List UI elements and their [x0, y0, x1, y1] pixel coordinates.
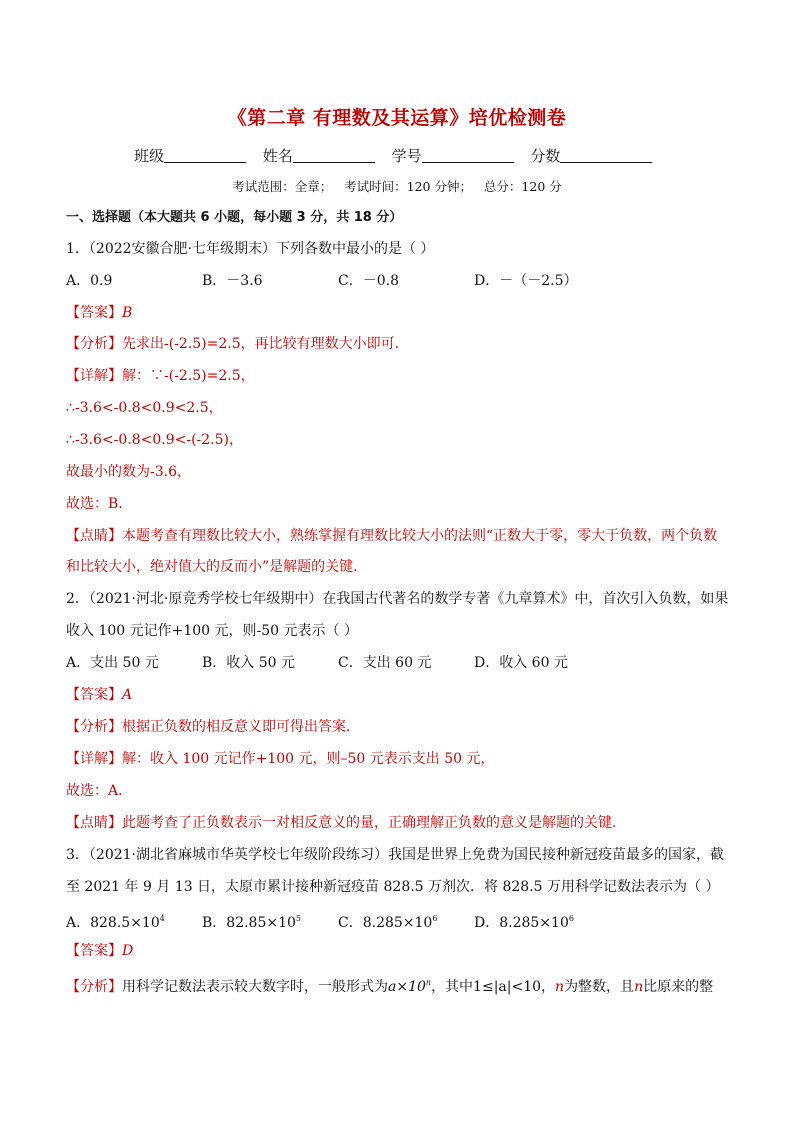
q3-answer [66, 942, 133, 960]
section-heading: 一、选择题（本大题共 6 小题，每小题 3 分，共 18 分） [66, 210, 403, 225]
q1-detail-text: 解：∵-(-2.5)=2.5， [122, 368, 255, 384]
q2-option-d: D．收入 60 元 [474, 655, 568, 671]
q1-detail-3: ∴-3.6<-0.8<0.9<-(-2.5)， [66, 432, 244, 448]
q1-option-b: B．－3.6 [202, 273, 263, 289]
analysis-tag: 【分析】 [66, 336, 122, 352]
detail-tag: 【详解】 [66, 368, 122, 384]
class-blank[interactable] [164, 148, 246, 163]
q3-option-a-exp: 4 [159, 914, 165, 923]
exam-info: 考试范围：全章； 考试时间：120 分钟； 总分：120 分 [232, 179, 562, 194]
q3-option-b-exp: 5 [295, 914, 302, 923]
q3-option-c-base: C．8.285×10 [338, 915, 433, 931]
score-label: 分数 [530, 147, 561, 165]
q3-analysis-part-1: 用科学记数法表示较大数字时，一般形式为 [122, 979, 388, 995]
q2-options [66, 654, 568, 672]
q2-option-b: B．收入 50 元 [202, 655, 296, 671]
q3-option-d [474, 910, 574, 932]
q3-answer-value: D [122, 943, 134, 959]
name-blank[interactable] [293, 148, 375, 163]
q1-answer-value: B [122, 305, 133, 321]
q3-stem-2: 至 2021 年 9 月 13 日，太原市累计接种新冠疫苗 828.5 万剂次．将 828.5 万用科学记数法表示为（ ） [66, 879, 720, 895]
q3-analysis-exp: n [425, 978, 432, 987]
detail-tag: 【详解】 [66, 751, 122, 767]
analysis-tag: 【分析】 [66, 719, 122, 735]
q3-analysis-n-2: n [634, 979, 644, 995]
q3-options [66, 910, 574, 932]
q1-option-d: D．－（－2.5） [474, 273, 578, 289]
q1-comment-text: 本题考查有理数比较大小，熟练掌握有理数比较大小的法则“正数大于零，零大于负数，两个负数 [122, 528, 718, 544]
q2-detail-text: 解：收入 100 元记作+100 元，则–50 元表示支出 50 元， [122, 751, 495, 767]
answer-tag: 【答案】 [66, 943, 122, 959]
q1-option-a: A．0.9 [66, 273, 113, 289]
q3-option-b-base: B．82.85×10 [202, 915, 296, 931]
q3-analysis-part-4: 比原来的整 [643, 979, 714, 995]
q1-comment-1 [66, 527, 717, 545]
page-title: 《第二章 有理数及其运算》培优检测卷 [227, 107, 567, 129]
q1-detail-5: 故选：B． [66, 496, 133, 512]
q2-analysis-text: 根据正负数的相反意义即可得出答案． [122, 719, 360, 735]
comment-tag: 【点睛】 [66, 815, 122, 831]
q3-option-b [202, 910, 338, 932]
q1-comment-2: 和比较大小，绝对值大的反而小”是解题的关键． [66, 559, 368, 575]
q3-analysis-part-2: ，其中1≤|a|<10， [431, 979, 556, 995]
student-id-label: 学号 [391, 147, 422, 165]
q1-option-c: C．－0.8 [338, 273, 399, 289]
q2-stem-1: 2．（2021·河北·原竞秀学校七年级期中）在我国古代著名的数学专著《九章算术》中，首次引入负数，如果 [66, 591, 729, 607]
analysis-tag: 【分析】 [66, 979, 122, 995]
answer-tag: 【答案】 [66, 687, 122, 703]
q3-option-c [338, 910, 474, 932]
q1-detail-4: 故最小的数为-3.6， [66, 464, 191, 480]
q3-option-a [66, 910, 202, 932]
q3-option-d-base: D．8.285×10 [474, 915, 569, 931]
q1-answer [66, 304, 132, 322]
q2-option-c: C．支出 60 元 [338, 655, 432, 671]
q2-answer-value: A [122, 687, 133, 703]
answer-tag: 【答案】 [66, 305, 122, 321]
q2-stem-2: 收入 100 元记作+100 元，则-50 元表示（ ） [66, 623, 358, 639]
student-info-fields [134, 145, 664, 166]
q2-answer [66, 686, 132, 704]
q3-stem-1: 3．（2021·湖北省麻城市华英学校七年级阶段练习）我国是世界上免费为国民接种新冠疫苗最多的国家，截 [66, 847, 724, 863]
comment-tag: 【点睛】 [66, 528, 122, 544]
name-label: 姓名 [262, 147, 293, 165]
q2-detail-1 [66, 750, 495, 768]
q1-analysis [66, 335, 409, 353]
q1-detail-1 [66, 367, 255, 385]
q2-option-a: A．支出 50 元 [66, 655, 159, 671]
q1-analysis-text: 先求出-(-2.5)=2.5，再比较有理数大小即可． [122, 336, 409, 352]
q2-comment-text: 此题考查了正负数表示一对相反意义的量，正确理解正负数的意义是解题的关键． [122, 815, 626, 831]
student-id-blank[interactable] [422, 148, 514, 163]
score-blank[interactable] [560, 148, 652, 163]
q3-option-d-exp: 6 [568, 914, 574, 923]
q3-analysis-part-3: 为整数，且 [564, 979, 635, 995]
q3-option-a-base: A．828.5×10 [66, 915, 160, 931]
q3-analysis [66, 974, 713, 996]
q1-detail-2: ∴-3.6<-0.8<0.9<2.5， [66, 400, 223, 416]
q3-analysis-n-1: n [555, 979, 565, 995]
q1-stem: 1．（2022安徽合肥·七年级期末）下列各数中最小的是（ ） [66, 241, 435, 257]
q2-comment [66, 814, 626, 832]
q2-detail-2: 故选：A． [66, 783, 133, 799]
class-label: 班级 [134, 147, 165, 165]
q2-analysis [66, 718, 360, 736]
q3-analysis-formula: a×10 [388, 979, 426, 995]
q1-options [66, 272, 578, 290]
q3-option-c-exp: 6 [432, 914, 438, 923]
